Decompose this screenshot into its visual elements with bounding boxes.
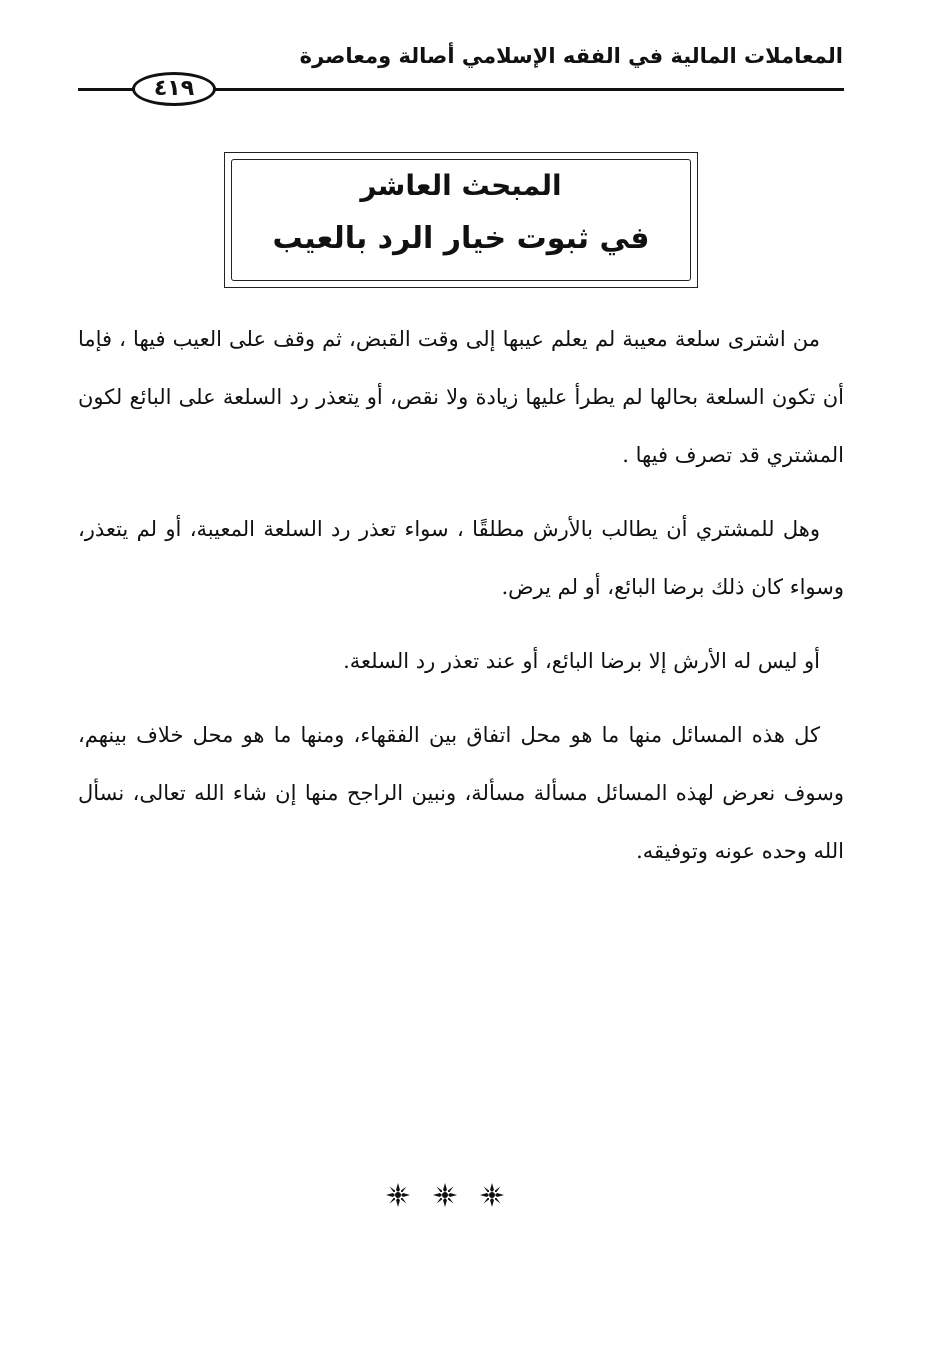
paragraph-4: كل هذه المسائل منها ما هو محل اتفاق بين الفقهاء، ومنها ما هو محل خلاف بينهم، وسوف نعرض لهذه المسائل مسألة مسألة، ونبين الراجح منها إن شاء الله تعالى، نسأل الله وحده عونه وتوفيقه.	[78, 723, 844, 863]
section-subtitle: في ثبوت خيار الرد بالعيب	[272, 221, 650, 256]
page-number: ٤١٩	[153, 76, 195, 101]
page-number-oval	[132, 72, 216, 106]
flower-ornament-icon	[385, 1182, 411, 1208]
paragraph-3: أو ليس له الأرش إلا برضا البائع، أو عند تعذر رد السلعة.	[343, 649, 820, 673]
body-text	[78, 310, 844, 896]
section-title: المبحث العاشر	[360, 169, 562, 202]
flower-ornament-icon	[432, 1182, 458, 1208]
paragraph-1: من اشترى سلعة معيبة لم يعلم عيبها إلى وقت القبض، ثم وقف على العيب فيها ، فإما أن تكون السلعة بحالها لم يطرأ عليها زيادة ولا نقص، أو يتعذر رد السلعة على البائع لكون المشتري قد تصرف فيها .	[78, 327, 844, 467]
flower-ornament-icon	[479, 1182, 505, 1208]
section-title-frame	[224, 152, 698, 288]
closing-ornament	[385, 1182, 505, 1208]
running-header: المعاملات المالية في الفقه الإسلامي أصالة ومعاصرة	[299, 44, 843, 68]
paragraph-2: وهل للمشتري أن يطالب بالأرش مطلقًا ، سواء تعذر رد السلعة المعيبة، أو لم يتعذر، وسواء كان ذلك برضا البائع، أو لم يرض.	[78, 517, 844, 599]
